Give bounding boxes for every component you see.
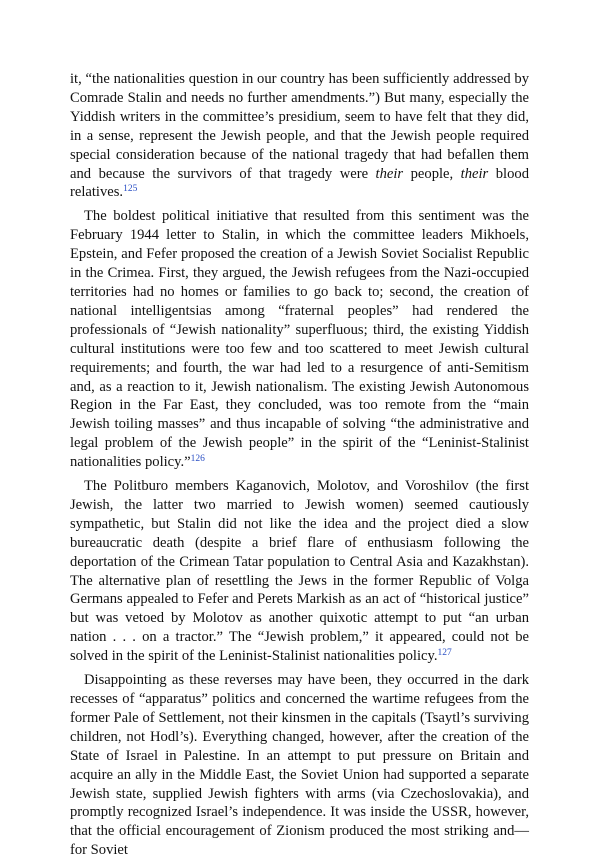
text-run: it, “the nationalities question in our country has been sufficiently addressed by Comrade Stalin and needs no further amendments.”) But many, especially the Yiddish writers in the committee’s presidium, seem to have felt that they did, in a sense, represent the Jewish people, and that the Jewish people required special consideration because of the national tragedy that had befallen them and because the survivors of that tragedy were	[70, 71, 529, 182]
text-run: Disappointing as these reverses may have been, they occurred in the dark recesses of “apparatus” politics and concerned the wartime refugees from the former Pale of Settlement, not their kinsmen in the capitals (Tsaytl’s surviving children, not Hodl’s). Everything changed, however, after the creation of the State of Israel in Palestine. In an attempt to put pressure on Britain and acquire an ally in the Middle East, the Soviet Union had supported a separate Jewish state, supplied Jewish fighters with arms (via Czechoslovakia), and promptly recognized Israel’s independence. It was inside the USSR, however, that the official encouragement of Zionism produced the most striking and—for Soviet	[70, 672, 529, 859]
text-run: The Politburo members Kaganovich, Molotov, and Voroshilov (the first Jewish, the latter two married to Jewish women) seemed cautiously sympathetic, but Stalin did not like the idea and the project died a slow bureaucratic death (despite a brief flare of enthusiasm following the deportation of the Crimean Tatar population to Central Asia and Kazakhstan). The alternative plan of resettling the Jews in the former Republic of Volga Germans appealed to Fefer and Perets Markish as an act of “historical justice” but was vetoed by Molotov as another quixotic attempt to put “an urban nation . . . on a tractor.” The “Jewish problem,” it appeared, could not be solved in the spirit of the Leninist-Stalinist nationalities policy.	[70, 478, 529, 665]
emphasis-text: their	[460, 165, 489, 182]
text-run: blood relatives.	[70, 165, 529, 201]
emphasis-text: their	[375, 165, 404, 182]
footnote-reference[interactable]: 125	[123, 184, 138, 195]
paragraph	[70, 207, 529, 472]
text-run: The boldest political initiative that resulted from this sentiment was the February 1944 letter to Stalin, in which the committee leaders Mikhoels, Epstein, and Fefer proposed the creation of a Jewish Soviet Socialist Republic in the Crimea. First, they argued, the Jewish refugees from the Nazi-occupied territories had no homes or families to go back to; second, the creation of national intelligentsias among “fraternal peoples” had rendered the professionals of “Jewish nationality” superfluous; third, the existing Yiddish cultural institutions were too few and too scattered to meet Jewish cultural requirements; and fourth, the war had led to a resurgence of anti-Semitism and, as a reaction to it, Jewish nationalism. The existing Jewish Autonomous Region in the Far East, they concluded, was too remote from the “main Jewish toiling masses” and thus incapable of solving “the administrative and legal problem of the Jewish people” in the spirit of the “Leninist-Stalinist nationalities policy.”	[70, 208, 529, 471]
text-run: people,	[403, 165, 461, 182]
paragraph	[70, 477, 529, 666]
footnote-reference[interactable]: 127	[437, 648, 452, 659]
paragraph	[70, 671, 529, 860]
book-page-text	[70, 70, 529, 865]
paragraph	[70, 70, 529, 202]
footnote-reference[interactable]: 126	[190, 454, 205, 465]
